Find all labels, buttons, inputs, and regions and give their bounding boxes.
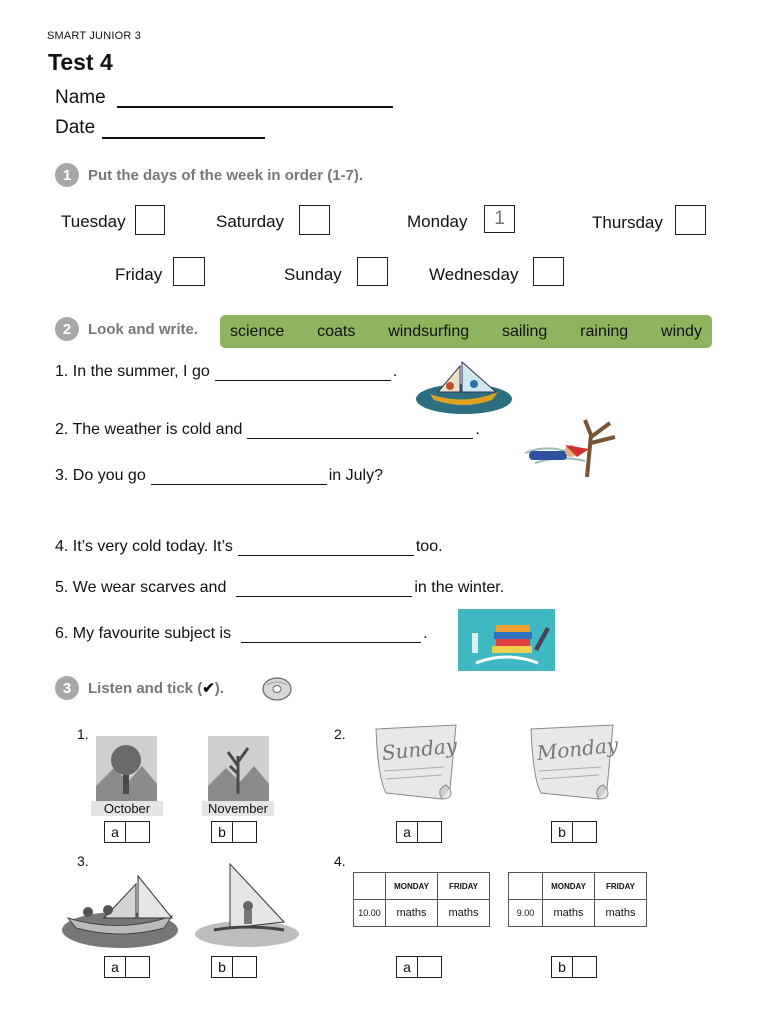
option-letter: a <box>104 821 126 843</box>
sentence-text: . <box>423 625 428 642</box>
word-bank-word: windsurfing <box>388 322 470 340</box>
sunday-page-image <box>372 723 462 801</box>
sentence-1 <box>55 363 397 381</box>
word-bank-word: windy <box>661 322 702 340</box>
day-order-box-tuesday[interactable] <box>135 205 165 235</box>
sentence-text: too. <box>415 538 443 555</box>
timetable-cell: maths <box>438 900 490 927</box>
test-title: Test 4 <box>48 49 113 75</box>
word-bank-word: raining <box>580 322 629 340</box>
item-number: 2. <box>334 726 346 742</box>
item-number: 3. <box>77 853 89 869</box>
tick-box[interactable] <box>233 956 257 978</box>
option-4b[interactable] <box>551 956 597 978</box>
day-label-sunday: Sunday <box>284 265 342 284</box>
sentence-6 <box>55 625 428 643</box>
day-label-wednesday: Wednesday <box>429 265 519 284</box>
windsurfing-image <box>194 862 300 948</box>
series-label: SMART JUNIOR 3 <box>47 30 142 42</box>
sentence-5 <box>55 579 504 597</box>
sentence-text: . <box>475 421 480 438</box>
day-order-box-wednesday[interactable] <box>533 257 564 286</box>
item-number: 4. <box>334 853 346 869</box>
exercise-number-badge: 2 <box>55 317 79 341</box>
timetable-corner <box>509 873 543 900</box>
date-label: Date <box>55 117 96 138</box>
exercise-1-instruction: Put the days of the week in order (1-7). <box>88 166 364 184</box>
sentence-text: in the winter. <box>414 579 505 596</box>
timetable-corner <box>354 873 386 900</box>
option-letter: b <box>211 956 233 978</box>
answer-blank[interactable] <box>151 470 327 485</box>
timetable-a <box>353 872 490 927</box>
sentence-text: 6. My favourite subject is <box>55 625 232 642</box>
cd-icon[interactable] <box>261 677 293 701</box>
timetable-cell: maths <box>595 900 647 927</box>
day-label-thursday: Thursday <box>592 213 663 232</box>
tick-box[interactable] <box>418 956 442 978</box>
tick-box[interactable] <box>573 821 597 843</box>
timetable-b <box>508 872 647 927</box>
tick-box[interactable] <box>126 956 150 978</box>
sentence-text: 1. In the summer, I go <box>55 363 210 380</box>
day-label-saturday: Saturday <box>216 212 285 231</box>
date-field[interactable] <box>102 121 265 139</box>
day-label-friday: Friday <box>115 265 163 284</box>
timetable-header: FRIDAY <box>595 873 647 900</box>
name-field[interactable] <box>117 90 393 108</box>
sentence-2 <box>55 421 480 439</box>
answer-blank[interactable] <box>215 366 391 381</box>
sailing-illustration <box>412 354 516 416</box>
instruction-text: ). <box>214 680 224 697</box>
windy-illustration <box>515 415 621 479</box>
sentence-4 <box>55 538 443 556</box>
exercise-number-badge: 3 <box>55 676 79 700</box>
answer-blank[interactable] <box>236 582 412 597</box>
monday-page-image <box>527 723 619 801</box>
bare-tree-image <box>208 736 269 802</box>
option-1a[interactable] <box>104 821 150 843</box>
word-bank <box>220 315 712 348</box>
option-3b[interactable] <box>211 956 257 978</box>
timetable-header: MONDAY <box>386 873 438 900</box>
name-label: Name <box>55 87 106 108</box>
day-label-tuesday: Tuesday <box>61 212 126 231</box>
option-3a[interactable] <box>104 956 150 978</box>
sentence-text: 2. The weather is cold and <box>55 421 243 438</box>
tick-mark-icon: ✔ <box>202 680 215 697</box>
sunday-page-text: Sunday <box>380 733 459 766</box>
exercise-3-heading <box>55 676 224 700</box>
option-4a[interactable] <box>396 956 442 978</box>
exercise-2-heading <box>55 317 198 341</box>
exercise-3-instruction <box>88 679 224 697</box>
option-letter: a <box>396 821 418 843</box>
option-letter: b <box>551 956 573 978</box>
tick-box[interactable] <box>418 821 442 843</box>
exercise-1-heading <box>55 163 363 187</box>
day-order-box-monday[interactable]: 1 <box>484 205 515 233</box>
timetable-cell: maths <box>386 900 438 927</box>
timetable-time: 10.00 <box>354 900 386 927</box>
timetable-cell: maths <box>543 900 595 927</box>
option-1b[interactable] <box>211 821 257 843</box>
sentence-text: in July? <box>328 467 383 484</box>
day-order-box-saturday[interactable] <box>299 205 330 235</box>
autumn-tree-image <box>96 736 157 802</box>
instruction-text: Listen and tick ( <box>88 680 203 697</box>
tick-box[interactable] <box>126 821 150 843</box>
day-order-box-thursday[interactable] <box>675 205 706 235</box>
exercise-number-badge: 1 <box>55 163 79 187</box>
option-letter: a <box>396 956 418 978</box>
word-bank-word: coats <box>317 322 356 340</box>
timetable-header: FRIDAY <box>438 873 490 900</box>
day-order-box-sunday[interactable] <box>357 257 388 286</box>
option-letter: a <box>104 956 126 978</box>
answer-blank[interactable] <box>247 424 473 439</box>
caption-october: October <box>91 801 163 816</box>
word-bank-word: science <box>230 322 285 340</box>
timetable-header: MONDAY <box>543 873 595 900</box>
tick-box[interactable] <box>233 821 257 843</box>
option-2a[interactable] <box>396 821 442 843</box>
answer-blank[interactable] <box>241 628 421 643</box>
option-letter: b <box>211 821 233 843</box>
sentence-text: . <box>392 363 398 380</box>
word-bank-word: sailing <box>501 322 548 340</box>
monday-page-text: Monday <box>535 732 619 766</box>
timetable-time: 9.00 <box>509 900 543 927</box>
tick-box[interactable] <box>573 956 597 978</box>
option-2b[interactable] <box>551 821 597 843</box>
science-illustration <box>458 609 555 671</box>
caption-november: November <box>202 801 274 816</box>
exercise-2-instruction: Look and write. <box>88 320 199 338</box>
day-label-monday: Monday <box>407 212 468 231</box>
sentence-text: 5. We wear scarves and <box>55 579 227 596</box>
sentence-text: 3. Do you go <box>55 467 146 484</box>
day-order-box-friday[interactable] <box>173 257 205 286</box>
answer-blank[interactable] <box>238 541 414 556</box>
item-number: 1. <box>77 726 89 742</box>
option-letter: b <box>551 821 573 843</box>
sentence-3 <box>55 467 383 485</box>
sailing-boat-image <box>60 874 180 950</box>
sentence-text: 4. It’s very cold today. It’s <box>55 538 233 555</box>
